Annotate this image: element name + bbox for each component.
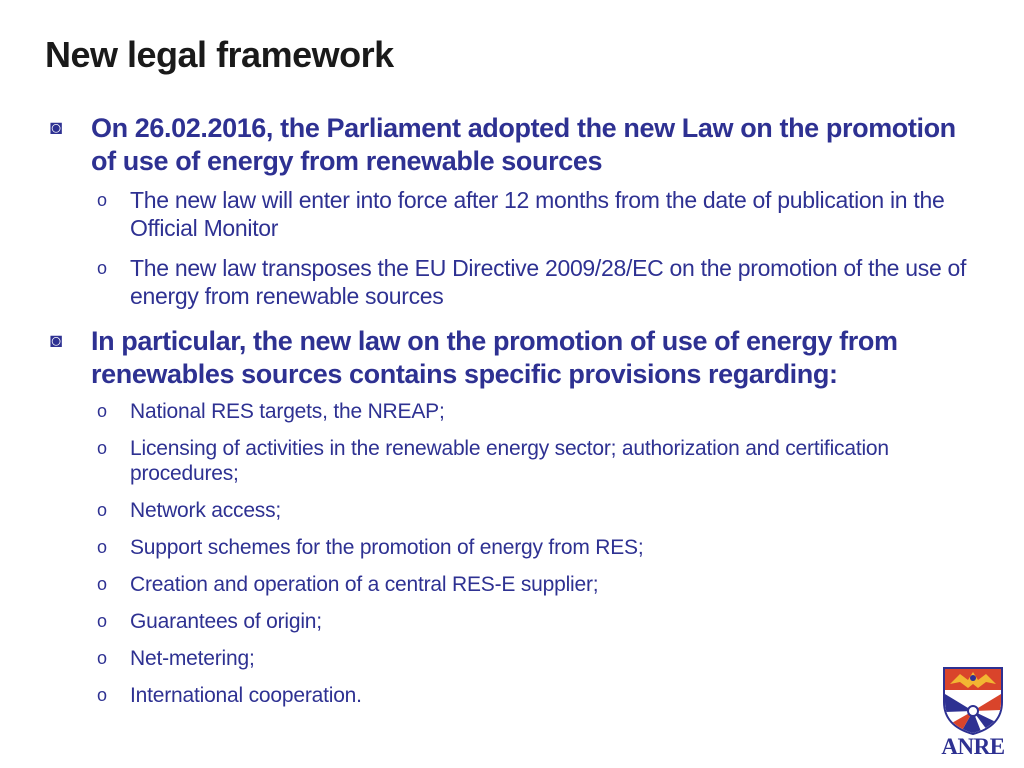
- bullet-text: On 26.02.2016, the Parliament adopted the new Law on the promotion of use of energy from renewable sources: [91, 113, 956, 176]
- hollow-circle-bullet-icon: o: [97, 611, 108, 631]
- hollow-circle-bullet-icon: o: [97, 258, 108, 278]
- sub-bullet-item: [97, 254, 970, 310]
- bullet-text: In particular, the new law on the promotion of use of energy from renewables sources contains specific provisions regarding:: [91, 326, 898, 389]
- sub-bullet-text: The new law will enter into force after 12 months from the date of publication in the Official Monitor: [130, 187, 945, 241]
- sub-bullet-item: [97, 609, 970, 634]
- slide-title: New legal framework: [45, 34, 394, 75]
- hollow-circle-bullet-icon: o: [97, 685, 108, 705]
- sub-bullet-text: Support schemes for the promotion of energy from RES;: [130, 536, 644, 559]
- anre-logo-text: ANRE: [941, 734, 1005, 759]
- sub-bullet-item: [97, 436, 970, 486]
- sub-bullet-item: [97, 186, 970, 242]
- hollow-circle-bullet-icon: o: [97, 438, 108, 458]
- bullet-item: [50, 112, 970, 178]
- anre-logo: [930, 664, 1016, 760]
- sub-bullet-item: [97, 683, 970, 708]
- inverse-circle-bullet-icon: ◙: [50, 330, 63, 352]
- sub-bullet-item: [97, 572, 970, 597]
- sub-bullet-text: International cooperation.: [130, 684, 362, 707]
- hollow-circle-bullet-icon: o: [97, 537, 108, 557]
- slide-content: [50, 112, 970, 708]
- sub-bullet-text: Network access;: [130, 499, 282, 522]
- sub-bullet-item: [97, 646, 970, 671]
- sub-bullet-text: Licensing of activities in the renewable energy sector; authorization and certification procedures;: [130, 437, 889, 485]
- sub-bullet-text: Net-metering;: [130, 647, 255, 670]
- sub-bullet-item: [97, 535, 970, 560]
- sub-bullet-text: Creation and operation of a central RES-E supplier;: [130, 573, 599, 596]
- sub-bullet-item: [97, 399, 970, 424]
- hollow-circle-bullet-icon: o: [97, 190, 108, 210]
- anre-emblem-icon: [930, 664, 1016, 736]
- hollow-circle-bullet-icon: o: [97, 500, 108, 520]
- sub-bullet-item: [97, 498, 970, 523]
- sub-bullet-text: Guarantees of origin;: [130, 610, 322, 633]
- bullet-item: [50, 325, 970, 391]
- inverse-circle-bullet-icon: ◙: [50, 117, 63, 139]
- sub-bullet-text: The new law transposes the EU Directive 2009/28/EC on the promotion of the use of energy from renewable sources: [130, 255, 967, 309]
- hollow-circle-bullet-icon: o: [97, 401, 108, 421]
- hollow-circle-bullet-icon: o: [97, 648, 108, 668]
- hollow-circle-bullet-icon: o: [97, 574, 108, 594]
- sub-bullet-text: National RES targets, the NREAP;: [130, 400, 445, 423]
